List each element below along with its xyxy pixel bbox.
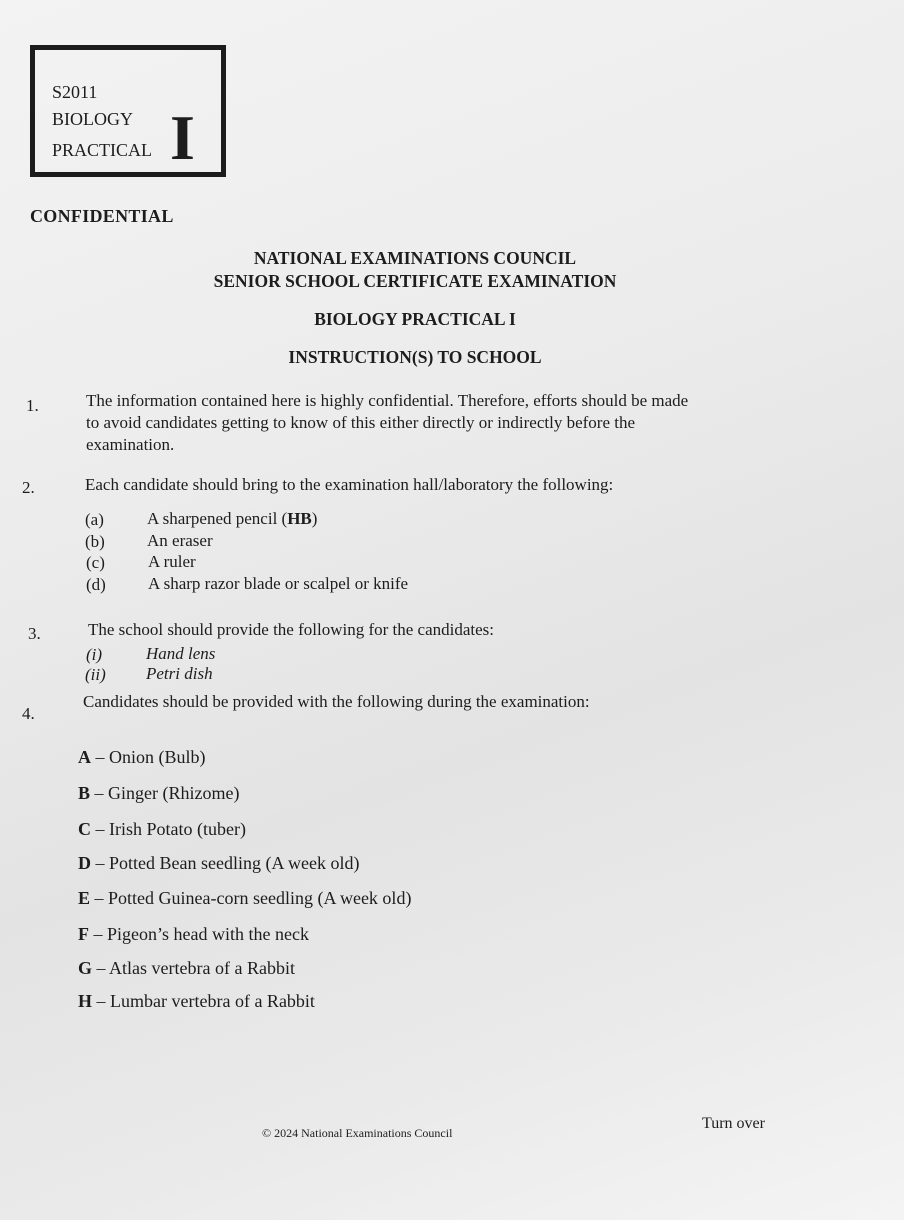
item-1-line: to avoid candidates getting to know of this either directly or indirectly before the bbox=[86, 413, 636, 432]
subitem-text: An eraser bbox=[147, 531, 213, 550]
specimen-item bbox=[78, 853, 359, 874]
specimen-letter: F bbox=[78, 924, 89, 944]
item-1-line: examination. bbox=[86, 435, 175, 454]
subitem-label: (b) bbox=[85, 532, 105, 551]
specimen-item bbox=[78, 819, 246, 840]
paper-type: PRACTICAL bbox=[52, 140, 153, 160]
specimen-text: – Atlas vertebra of a Rabbit bbox=[96, 958, 295, 978]
instructions-heading: INSTRUCTION(S) TO SCHOOL bbox=[288, 347, 542, 367]
subitem-label: (i) bbox=[86, 645, 103, 664]
specimen-text: – Ginger (Rhizome) bbox=[94, 783, 240, 803]
subitem-text: Hand lens bbox=[146, 644, 216, 663]
specimen-item bbox=[78, 783, 239, 804]
item-number: 2. bbox=[22, 478, 35, 497]
specimen-item bbox=[78, 991, 315, 1012]
subitem-text: A sharp razor blade or scalpel or knife bbox=[148, 574, 409, 593]
specimen-item bbox=[78, 958, 295, 979]
specimen-item bbox=[78, 888, 411, 909]
specimen-letter: E bbox=[78, 888, 91, 908]
specimen-letter: C bbox=[78, 819, 91, 839]
specimen-text: – Potted Bean seedling (A week old) bbox=[95, 853, 360, 873]
specimen-item bbox=[78, 924, 309, 945]
subitem-text bbox=[147, 509, 317, 529]
item-4-text: Candidates should be provided with the following during the examination: bbox=[83, 692, 590, 711]
confidential-label: CONFIDENTIAL bbox=[30, 206, 174, 226]
subitem-label: (c) bbox=[86, 553, 105, 572]
item-2-text: Each candidate should bring to the examination hall/laboratory the following: bbox=[85, 475, 614, 494]
specimen-letter: G bbox=[78, 958, 93, 978]
item-number: 4. bbox=[22, 704, 35, 723]
copyright-notice: © 2024 National Examinations Council bbox=[262, 1126, 453, 1140]
council-heading: NATIONAL EXAMINATIONS COUNCIL bbox=[253, 248, 577, 268]
subitem-label: (a) bbox=[85, 510, 104, 529]
exam-heading: SENIOR SCHOOL CERTIFICATE EXAMINATION bbox=[213, 271, 617, 291]
paper-code-box bbox=[30, 45, 226, 177]
subitem-label: (d) bbox=[86, 575, 106, 594]
paper-subject: BIOLOGY bbox=[52, 109, 133, 129]
subitem-text: A ruler bbox=[148, 552, 196, 571]
item-1-text bbox=[86, 390, 688, 456]
specimen-text: – Potted Guinea-corn seedling (A week old) bbox=[94, 888, 412, 908]
item-number: 3. bbox=[28, 624, 41, 643]
specimen-text: – Pigeon’s head with the neck bbox=[93, 924, 309, 944]
specimen-letter: H bbox=[78, 991, 93, 1011]
specimen-letter: A bbox=[78, 747, 91, 767]
item-1-line: The information contained here is highly confidential. Therefore, efforts should be made bbox=[86, 391, 689, 410]
item-3-text: The school should provide the following for the candidates: bbox=[88, 620, 495, 639]
paper-number: I bbox=[170, 102, 195, 173]
specimen-text: – Onion (Bulb) bbox=[95, 747, 206, 767]
subitem-label: (ii) bbox=[85, 665, 106, 684]
item-number: 1. bbox=[26, 396, 39, 415]
subitem-text-part: A sharpened pencil ( bbox=[147, 509, 288, 528]
specimen-text: – Lumbar vertebra of a Rabbit bbox=[96, 991, 315, 1011]
specimen-text: – Irish Potato (tuber) bbox=[95, 819, 246, 839]
subitem-text-part: ) bbox=[311, 509, 318, 528]
subitem-text-bold: HB bbox=[287, 509, 312, 528]
specimen-letter: B bbox=[78, 783, 91, 803]
turn-over-label: Turn over bbox=[702, 1115, 765, 1132]
paper-heading: BIOLOGY PRACTICAL I bbox=[314, 309, 516, 329]
specimen-letter: D bbox=[78, 853, 91, 873]
specimen-item bbox=[78, 747, 206, 768]
paper-code: S2011 bbox=[52, 82, 98, 102]
subitem-text: Petri dish bbox=[146, 664, 213, 683]
